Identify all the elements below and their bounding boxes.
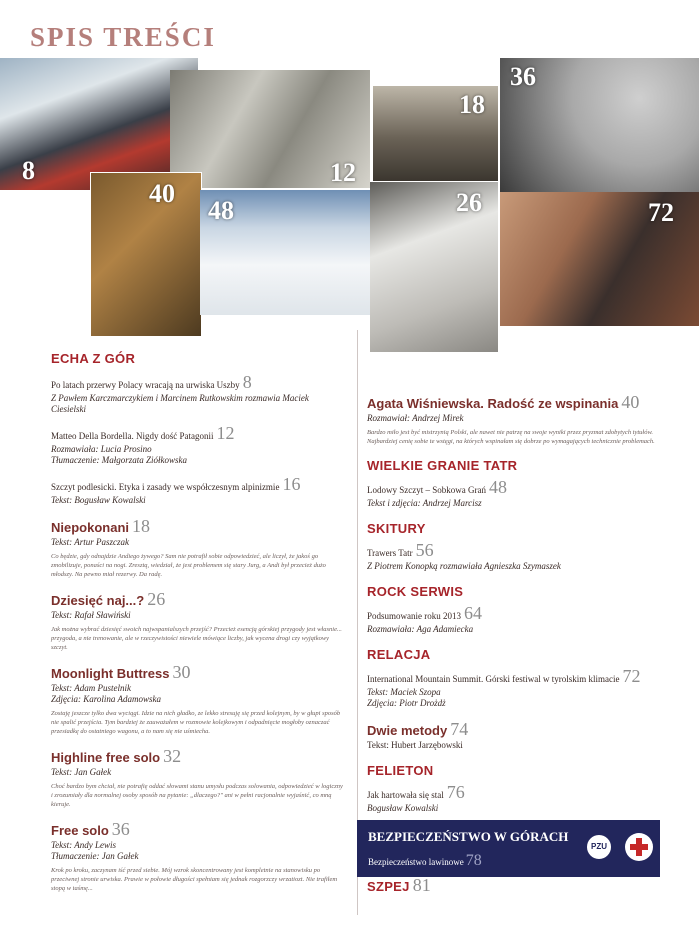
photo-female-climber bbox=[90, 172, 202, 337]
toc-entry-della-bordella[interactable] bbox=[51, 423, 346, 466]
entry-excerpt: Jak można wybrać dziesięć swoich najwspanialszych przejść? Przecież esencją górskiej przygody jest własnie... przygoda, a nie trenowanie, ale w rzeczywistości niewiele mówiące liczby, jak wycena drogi czy wyjątkowy szczyt. bbox=[51, 626, 342, 651]
entry-page: 30 bbox=[172, 662, 191, 682]
toc-entry-ims[interactable] bbox=[367, 666, 667, 709]
toc-entry-podsumowanie[interactable] bbox=[367, 603, 667, 635]
entry-title: Jak hartowała się stal bbox=[367, 790, 444, 800]
entry-author: Tekst: Andy Lewis bbox=[51, 840, 117, 850]
toc-entry-lodowy-szczyt[interactable] bbox=[367, 477, 667, 509]
entry-translator: Tłumaczenie: Jan Gałek bbox=[51, 851, 139, 861]
page-number-18: 18 bbox=[459, 90, 485, 119]
photo-hut-vintage bbox=[372, 85, 499, 182]
entry-page: 81 bbox=[412, 875, 431, 895]
toc-entry-uszba[interactable] bbox=[51, 372, 346, 415]
entry-author: Tekst: Hubert Jarzębowski bbox=[367, 740, 463, 750]
section-relacja: RELACJA bbox=[367, 647, 431, 662]
entry-title: Trawers Tatr bbox=[367, 548, 413, 558]
page-number-12: 12 bbox=[330, 158, 356, 187]
entry-page: 72 bbox=[622, 666, 641, 686]
toc-entry-trawers-tatr[interactable] bbox=[367, 540, 667, 572]
entry-author: Rozmawiała: Aga Adamiecka bbox=[367, 624, 474, 634]
entry-page: 18 bbox=[132, 516, 151, 536]
right-column bbox=[367, 392, 667, 814]
entry-page: 8 bbox=[242, 372, 252, 392]
entry-photos: Zdjęcia: Karolina Adamowska bbox=[51, 694, 161, 704]
entry-author: Z Piotrem Konopką rozmawiała Agnieszka Szymaszek bbox=[367, 561, 561, 571]
entry-page: 12 bbox=[216, 423, 235, 443]
entry-title: Highline free solo bbox=[51, 750, 161, 765]
entry-title: Free solo bbox=[51, 823, 109, 838]
page-number-26: 26 bbox=[456, 188, 482, 217]
entry-page: 16 bbox=[282, 474, 301, 494]
entry-photos: Zdjęcia: Piotr Drożdż bbox=[367, 698, 446, 708]
entry-excerpt: Krok po kroku, zaczynam iść przed siebie. Mój wzrok skoncentrowany jest kompletnie na stanowisku po przeciwnej stronie urwiska. Prawie w połowie długości spełniam się jednak rozgorzczy wrzatiozt. Nie trafiłem stopą w taśmę... bbox=[51, 867, 338, 892]
photo-highline-silhouette bbox=[500, 58, 699, 192]
gopr-logo-icon bbox=[625, 833, 653, 861]
page-number-72: 72 bbox=[648, 198, 674, 227]
entry-title: Agata Wiśniewska. Radość ze wspinania bbox=[367, 396, 619, 411]
photo-climbers-portrait bbox=[0, 58, 198, 190]
toc-entry-dziesiec-naj[interactable] bbox=[51, 589, 346, 652]
entry-page: 40 bbox=[621, 392, 640, 412]
entry-page: 56 bbox=[415, 540, 434, 560]
entry-title: Moonlight Buttress bbox=[51, 666, 170, 681]
entry-excerpt: Co będzie, gdy odnajdzie Andiego żywego? Sam nie potrafił sobie odpowiedzieć, ale liczył, że jakoś go zmobilizuje, ponaści na nogi. Zresztą, wiedział, że jest problemem się stary Jurg, a Andi był przecież dużo młodszy. Na pewno miał rezerwy. Da radę. bbox=[51, 553, 326, 578]
photo-ski-mountain bbox=[200, 190, 370, 315]
entry-author: Bogusław Kowalski bbox=[367, 803, 439, 813]
toc-entry-szczyt-podlesicki[interactable] bbox=[51, 474, 346, 506]
toc-entry-jak-hartowala[interactable] bbox=[367, 782, 667, 814]
entry-title: Szczyt podlesicki. Etyka i zasady we współczesnym alpinizmie bbox=[51, 482, 280, 492]
entry-author: Tekst: Jan Gałek bbox=[51, 767, 112, 777]
entry-author: Tekst: Artur Paszczak bbox=[51, 537, 130, 547]
entry-author: Tekst: Adam Pustelnik bbox=[51, 683, 131, 693]
page-number-40: 40 bbox=[149, 179, 175, 208]
entry-author: Tekst: Rafał Sławiński bbox=[51, 610, 131, 620]
entry-title: Podsumowanie roku 2013 bbox=[367, 611, 461, 621]
entry-author: Z Pawłem Karczmarczykiem i Marcinem Rutkowskim rozmawia Maciek Ciesielski bbox=[51, 393, 309, 414]
page-number-48: 48 bbox=[208, 196, 234, 225]
section-skitury: SKITURY bbox=[367, 521, 426, 536]
section-echa-z-gor: ECHA Z GÓR bbox=[51, 351, 136, 366]
entry-author: Tekst i zdjęcia: Andrzej Marcisz bbox=[367, 498, 482, 508]
section-bezpieczenstwo-banner[interactable] bbox=[357, 820, 660, 877]
section-szpej: SZPEJ bbox=[367, 879, 410, 894]
entry-author: Rozmawiała: Lucia Prosino bbox=[51, 444, 152, 454]
entry-title: Lodowy Szczyt – Sobkowa Grań bbox=[367, 485, 486, 495]
entry-title: Dwie metody bbox=[367, 723, 448, 738]
entry-title: Niepokonani bbox=[51, 520, 130, 535]
left-column bbox=[51, 351, 346, 893]
section-felieton: FELIETON bbox=[367, 763, 434, 778]
section-wielkie-granie-tatr: WIELKIE GRANIE TATR bbox=[367, 458, 518, 473]
photo-ice-climbers bbox=[370, 182, 498, 352]
entry-author: Tekst: Bogusław Kowalski bbox=[51, 495, 146, 505]
entry-page: 78 bbox=[465, 852, 482, 869]
entry-page: 26 bbox=[147, 589, 166, 609]
pzu-logo-icon: PZU bbox=[585, 833, 613, 861]
entry-page: 48 bbox=[488, 477, 507, 497]
entry-title: International Mountain Summit. Górski festiwal w tyrolskim klimacie bbox=[367, 674, 620, 684]
entry-title: Bezpieczeństwo lawinowe bbox=[368, 857, 464, 867]
entry-title: Dziesięć naj...? bbox=[51, 593, 145, 608]
banner-title: BEZPIECZEŃSTWO W GÓRACH bbox=[368, 829, 569, 844]
entry-author: Tekst: Maciek Szopa bbox=[367, 687, 441, 697]
entry-page: 32 bbox=[163, 746, 182, 766]
entry-excerpt: Zostaję jeszcze tylko dwa wyciągi. Idzie na nich gładko, ze lekko stresuję się przed kolejnym, by w głupi sposób nie spalić przejścia. Tym bardziej że zauważałem w rozmowie kolejkowym i odpadnięcie mogłoby oznaczać przesiadkę do ostatniego wagonu, a to nam się nie uśmiecha. bbox=[51, 710, 341, 735]
photo-climber-granite-wall bbox=[170, 70, 370, 188]
entry-page: 74 bbox=[450, 719, 469, 739]
entry-page: 36 bbox=[111, 819, 130, 839]
entry-title: Matteo Della Bordella. Nigdy dość Patagonii bbox=[51, 431, 214, 441]
toc-entry-moonlight-buttress[interactable] bbox=[51, 662, 346, 736]
page-number-36: 36 bbox=[510, 62, 536, 91]
entry-excerpt: Bardzo miło jest być mistrzynią Polski, ale nawet nie patrzę na swoje wyniki przez pryzmat zdobytych tytułów. Najbardziej cenię sobie te wstęgi, na których wspinałam się dobrze po wymagających technicznie problemach. bbox=[367, 429, 655, 445]
toc-entry-highline-free-solo[interactable] bbox=[51, 746, 346, 809]
entry-author: Rozmawiał: Andrzej Mirek bbox=[367, 413, 464, 423]
toc-entry-agata-wisniewska[interactable] bbox=[367, 392, 667, 446]
entry-translator: Tłumaczenie: Małgorzata Ziółkowska bbox=[51, 455, 187, 465]
entry-page: 64 bbox=[464, 603, 482, 623]
entry-title: Po latach przerwy Polacy wracają na urwiska Uszby bbox=[51, 380, 240, 390]
toc-entry-niepokonani[interactable] bbox=[51, 516, 346, 579]
entry-page: 76 bbox=[446, 782, 465, 802]
toc-entry-free-solo[interactable] bbox=[51, 819, 346, 893]
toc-entry-bezpieczenstwo-lawinowe[interactable] bbox=[368, 852, 482, 870]
toc-entry-dwie-metody[interactable] bbox=[367, 719, 667, 751]
page-title: SPIS TREŚCI bbox=[30, 22, 216, 52]
section-rock-serwis: ROCK SERWIS bbox=[367, 584, 464, 599]
page-number-8: 8 bbox=[22, 156, 35, 185]
entry-excerpt: Choć bardzo bym chciał, nie potrafię oddać słowami stanu umysłu podczas solowania, odpowiedzieć w logiczny i zrozumiały dla normalnej osoby sposób na pytanie: „dlaczego?" ani w pełni racjonalnie wyjaśnić, co mną kieruje. bbox=[51, 783, 343, 808]
photo-festival-climbers bbox=[500, 192, 699, 326]
toc-entry-szpej[interactable] bbox=[367, 875, 431, 896]
